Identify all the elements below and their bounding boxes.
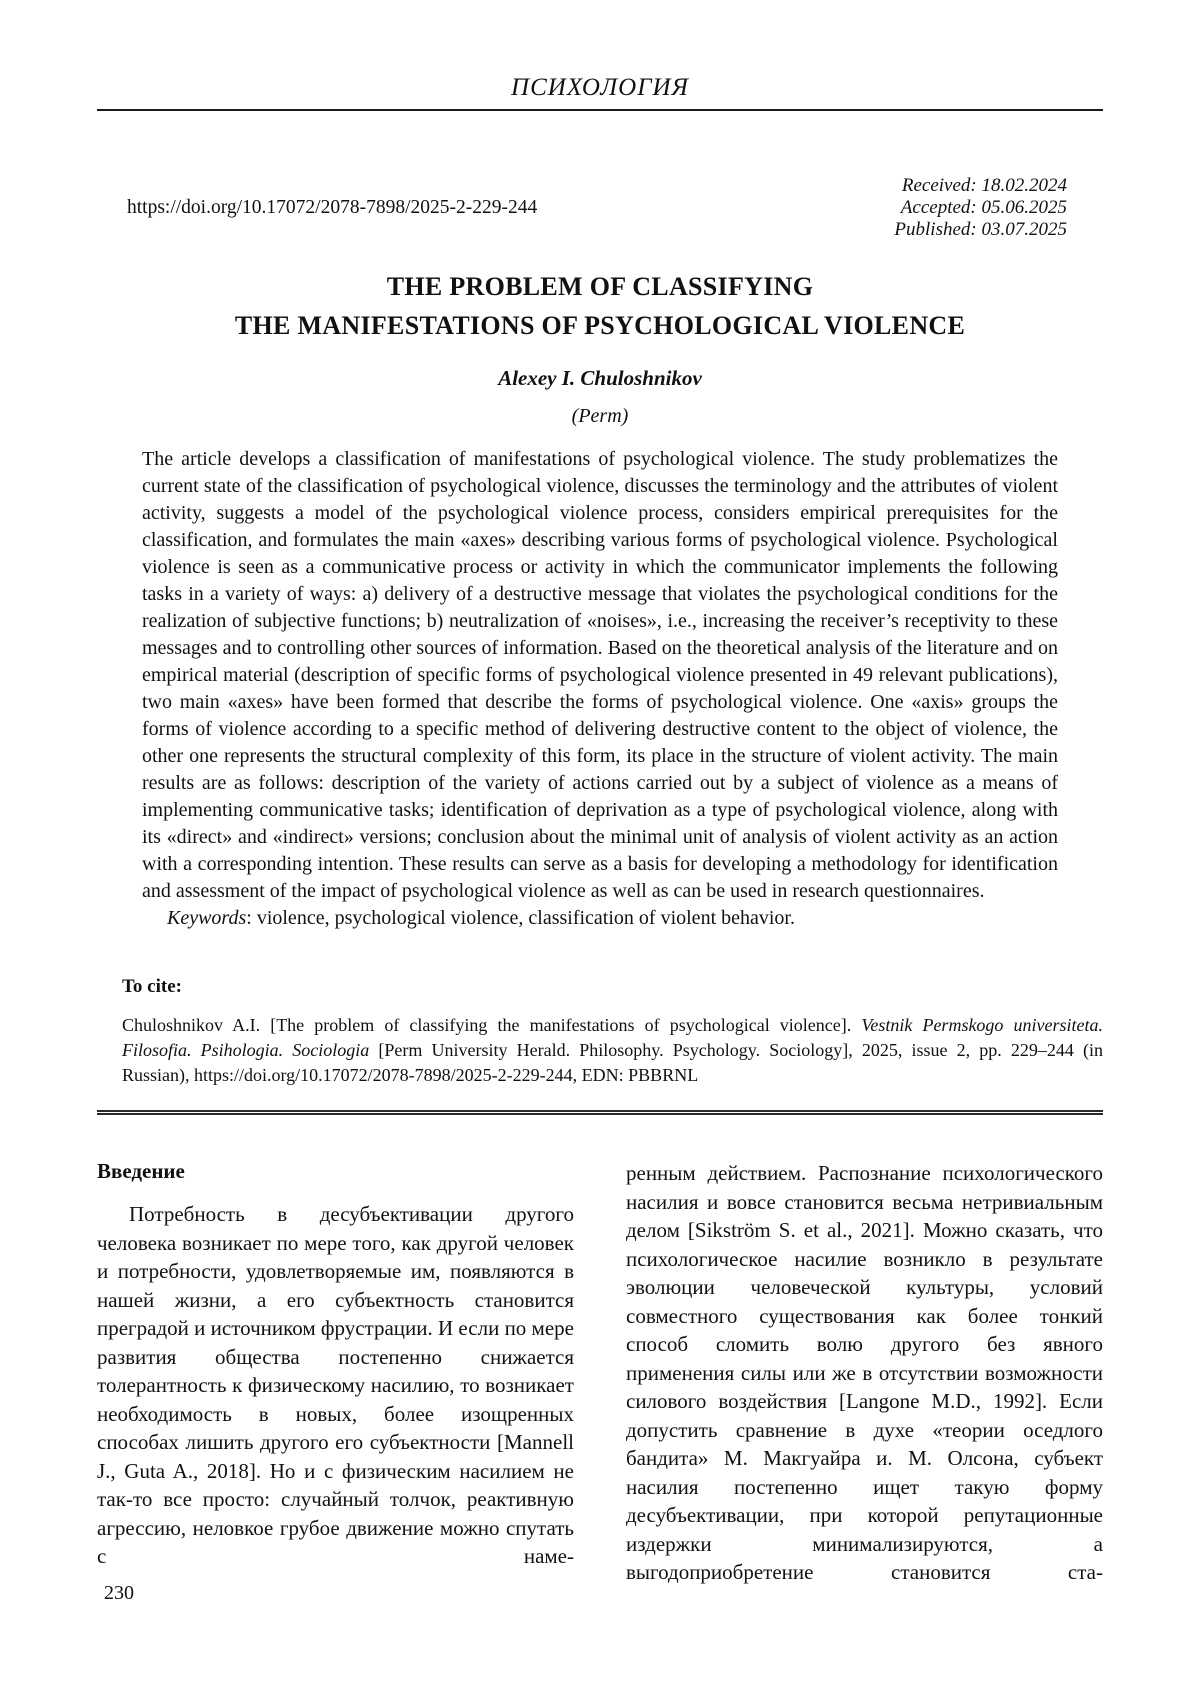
abstract-text: The article develops a classification of manifestations of psychological violence. The study problematizes the current state of the classification of psychological violence, discusses the terminology and the attributes of violent activity, suggests a model of the psychological violence process, considers empirical prerequisites for the classification, and formulates the main «axes» describing various forms of psychological violence. Psychological violence is seen as a communicative process or activity in which the communicator implements the following tasks in a variety of ways: a) delivery of a destructive message that violates the psychological conditions for the realization of subjective functions; b) neutralization of «noises», i.e., increasing the receiver’s receptivity to these messages and to controlling other sources of information. Based on the theoretical analysis of the literature and on empirical material (description of specific forms of psychological violence presented in 49 relevant publications), two main «axes» have been formed that describe the forms of psychological violence. One «axis» groups the forms of violence according to a specific method of delivering destructive content to the object of violence, the other one represents the structural complexity of this form, its place in the structure of violent activity. The main results are as follows: description of the variety of actions carried out by a subject of violence as a means of implementing communicative tasks; identification of deprivation as a type of psychological violence, along with its «direct» and «indirect» versions; conclusion about the minimal unit of analysis of violent activity as an action with a corresponding intention. These results can serve as a basis for developing a methodology for identification and assessment of the impact of psychological violence as well as can be used in research questionnaires. (142, 448, 1058, 902)
author-name: Alexey I. Chuloshnikov (498, 366, 702, 390)
left-column-paragraph: Потребность в десубъективации другого человека возникает по мере того, как другой человек и потребности, удовлетворяемые им, появляются в нашей жизни, а его субъектность становится преградой и источником фрустрации. И если по мере развития общества постепенно снижается толерантность к физическому насилию, то возникает необходимость в новых, более изощренных способах лишить другого его субъектности [Mannell J., Guta A., 2018]. Но и с физическим насилием не так-то все просто: случайный толчок, реактивную агрессию, неловкое грубое движение можно спутать с наме- (97, 1202, 574, 1568)
title-line-1: THE PROBLEM OF CLASSIFYING (386, 272, 814, 301)
keywords-label: Keywords (167, 907, 247, 929)
keywords-line (142, 905, 1058, 932)
keywords-text: : violence, psychological violence, classification of violent behavior. (246, 907, 795, 929)
doi-link[interactable]: https://doi.org/10.17072/2078-7898/2025-2-229-244 (127, 197, 538, 218)
page-header (97, 74, 1103, 111)
published-date: Published: 03.07.2025 (894, 219, 1067, 240)
citation-details: [Perm University Herald. Philosophy. Psychology. Sociology], 2025, issue 2, pp. 229–244 (in Russian), (122, 1040, 1103, 1085)
received-date: Received: 18.02.2024 (901, 175, 1067, 196)
citation-text (97, 1013, 1103, 1088)
page-number: 230 (104, 1582, 134, 1604)
right-column-paragraph: ренным действием. Распознание психологического насилия и вовсе становится весьма нетривиальным делом [Sikström S. et al., 2021]. Можно сказать, что психологическое насилие возникло в результате эволюции человеческой культуры, условий совместного существования как более тонкий способ сломить волю другого без явного применения силы или же в отсутствии возможности силового воздействия [Langone M.D., 1992]. Если допустить сравнение в духе «теории оседлого бандита» М. Макгуайра и. М. Олсона, субъект насилия постепенно ищет такую форму десубъективации, при которой репутационные издержки минимализируются, а выгодоприобретение становится ста- (626, 1161, 1103, 1584)
left-column (97, 1159, 574, 1587)
article-dates (894, 175, 1103, 241)
citation-doi-link[interactable]: https://doi.org/10.17072/2078-7898/2025-2-229-244 (194, 1065, 573, 1085)
citation-journal-name: Vestnik Permskogo universiteta. Filosofia. Psihologia. Sociologia (122, 1015, 1104, 1060)
article-meta (97, 175, 1103, 241)
right-column (626, 1159, 1103, 1587)
author-affiliation: (Perm) (571, 405, 629, 427)
article-body (97, 1159, 1103, 1587)
citation-authors: Chuloshnikov A.I. [The problem of classifying the manifestations of psychological violence]. (122, 1015, 862, 1035)
section-divider-rule (97, 1110, 1103, 1115)
introduction-heading: Введение (97, 1159, 185, 1183)
abstract-section (142, 446, 1058, 932)
accepted-date: Accepted: 05.06.2025 (900, 197, 1067, 218)
article-title (97, 267, 1103, 345)
running-head: ПСИХОЛОГИЯ (511, 74, 689, 101)
citation-edn: , EDN: PBBRNL (572, 1065, 699, 1085)
header-rule (97, 109, 1103, 111)
title-line-2: THE MANIFESTATIONS OF PSYCHOLOGICAL VIOLENCE (234, 311, 966, 340)
to-cite-label: To cite: (122, 976, 182, 997)
